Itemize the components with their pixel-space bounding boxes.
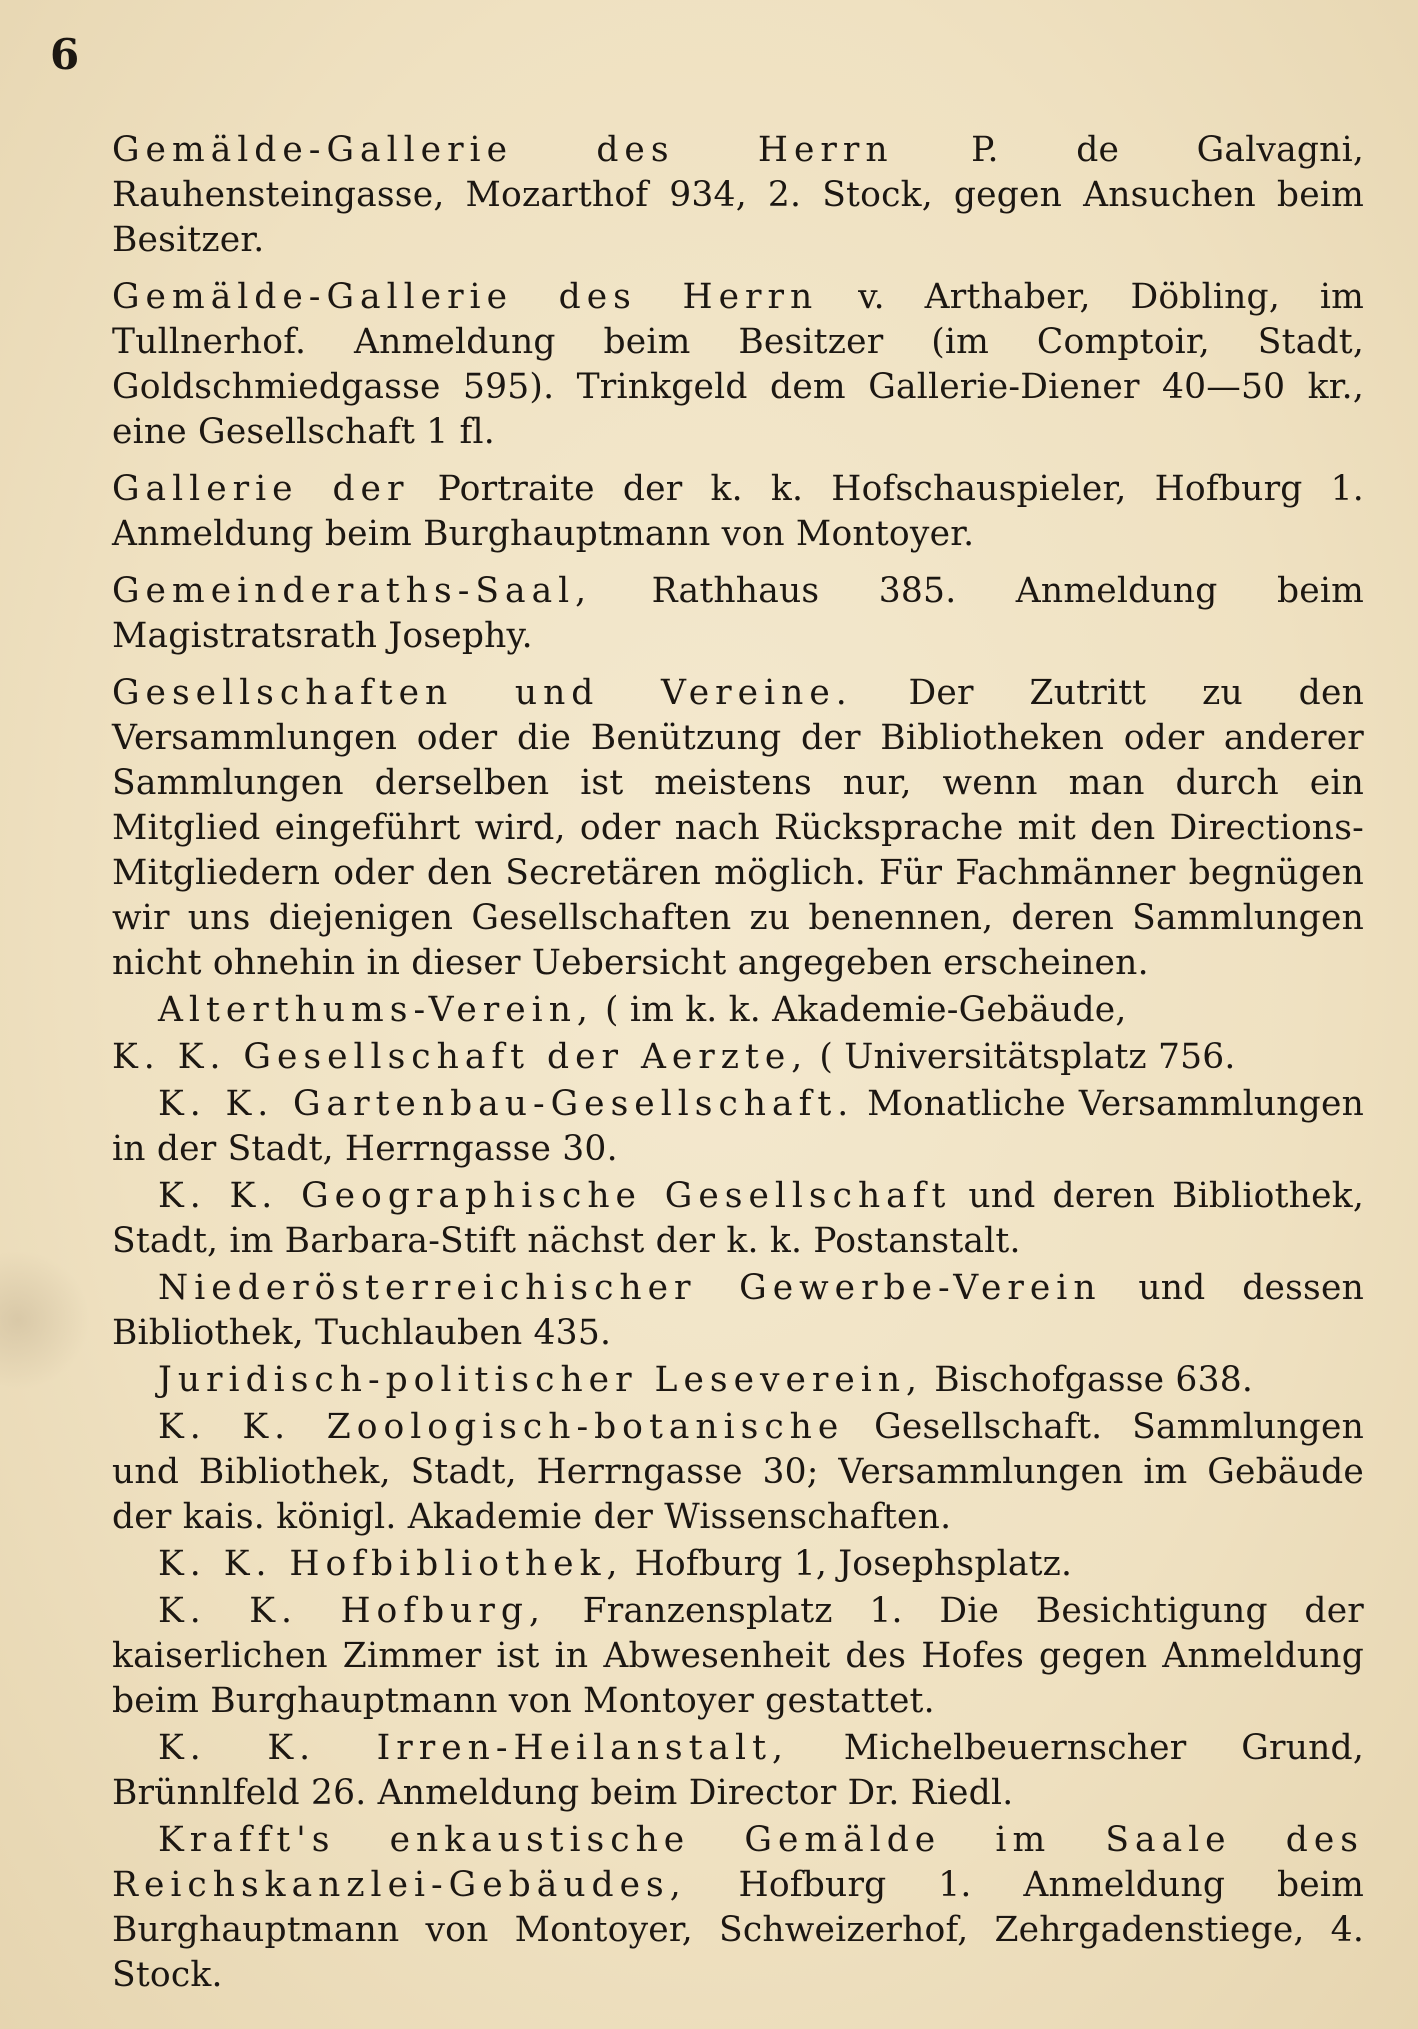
entry-heading: Gemälde-Gallerie des Herrn (112, 277, 819, 317)
entry-heading: Gesellschaften und Vereine. (112, 673, 853, 713)
entry-heading: K. K. Hofbibliothek, (158, 1544, 624, 1584)
entry-zoological-botanical-society (112, 1405, 1364, 1540)
entry-text: Bischofgasse 638. (923, 1360, 1254, 1400)
entry-heading: Gemeinderaths-Saal, (112, 571, 593, 611)
entry-antiquity-society (112, 988, 1364, 1033)
entry-heading: K. K. Irren-Heilanstalt, (158, 1728, 789, 1768)
entry-text: ( im k. k. Akademie-Gebäude, (593, 990, 1127, 1030)
entry-heading: Niederösterreichischer Gewerbe-Verein (158, 1268, 1102, 1308)
entry-reading-club (112, 1358, 1364, 1403)
entry-text: und deren Bibliothek, Stadt, im Barbara-Stift nächst der k. k. Postanstalt. (112, 1176, 1364, 1261)
entry-text: Gesellschaft. Sammlungen und Bibliothek, Stadt, Herrngasse 30; Versammlungen im Gebäude der kais. königl. Akademie der Wissenschaften. (112, 1407, 1364, 1537)
entry-portrait-gallery (112, 467, 1364, 557)
entry-text: Franzensplatz 1. Die Besichtigung der kaiserlichen Zimmer ist in Abwesenheit des Hofes gegen Anmeldung beim Burghauptmann von Montoyer gestattet. (112, 1591, 1365, 1721)
entry-horticulture-society (112, 1082, 1364, 1172)
entry-heading: K. K. Zoologisch-botanische (158, 1407, 845, 1447)
entry-text: und dessen Bibliothek, Tuchlauben 435. (112, 1268, 1364, 1353)
entry-heading: Gallerie der (112, 469, 410, 509)
entry-heading: K. K. Geographische Gesellschaft (158, 1176, 952, 1216)
entry-text: Hofburg 1. Anmeldung beim Burghauptmann von Montoyer, Schweizerhof, Zehrgadenstiege, 4. Stock. (112, 1865, 1364, 1995)
entry-geographic-society (112, 1174, 1364, 1264)
entry-krafft-paintings (112, 1818, 1364, 1998)
entry-council-hall (112, 569, 1364, 659)
entry-galvagni-gallery (112, 128, 1364, 263)
entry-text: Portraite der k. k. Hofschauspieler, Hofburg 1. Anmeldung beim Burghauptmann von Montoyer. (112, 469, 1364, 554)
entry-text: Der Zutritt zu den Versammlungen oder die Benützung der Bibliotheken oder anderer Sammlungen derselben ist meistens nur, wenn man durch ein Mitglied eingeführt wird, oder nach Rücksprache mit den Directions-Mitgliedern oder den Secretären möglich. Für Fachmänner begnügen wir uns diejenigen Gesellschaften zu benennen, deren Sammlungen nicht ohnehin in dieser Uebersicht angegeben erscheinen. (112, 673, 1365, 983)
entry-text: v. Arthaber, Döbling, im Tullnerhof. Anmeldung beim Besitzer (im Comptoir, Stadt, Goldschmiedgasse 595). Trinkgeld dem Gallerie-Diener 40—50 kr., eine Gesellschaft 1 fl. (112, 277, 1364, 452)
entry-text: Hofburg 1, Josephsplatz. (623, 1544, 1073, 1584)
entry-hofburg (112, 1589, 1364, 1724)
page-content (112, 128, 1364, 2000)
entry-text: Rathhaus 385. Anmeldung beim Magistratsrath Josephy. (112, 571, 1364, 656)
page-number: 6 (50, 30, 80, 79)
entry-text: ( Universitätsplatz 756. (808, 1037, 1236, 1077)
entry-physicians-society (112, 1035, 1364, 1080)
entry-heading: Gemälde-Gallerie des Herrn (112, 130, 894, 170)
entry-heading: Alterthums-Verein, (158, 990, 594, 1030)
entry-court-library (112, 1542, 1364, 1587)
entry-heading: Juridisch-politischer Leseverein, (158, 1360, 924, 1400)
entry-text: Michelbeuernscher Grund, Brünnlfeld 26. Anmeldung beim Director Dr. Riedl. (112, 1728, 1364, 1813)
entry-text: Monatliche Versammlungen in der Stadt, Herrngasse 30. (112, 1084, 1364, 1169)
entry-asylum (112, 1726, 1364, 1816)
entry-heading: K. K. Gesellschaft der Aerzte, (112, 1037, 809, 1077)
entry-text: P. de Galvagni, Rauhensteingasse, Mozarthof 934, 2. Stock, gegen Ansuchen beim Besitzer. (112, 130, 1364, 260)
entry-heading: K. K. Hofburg, (158, 1591, 546, 1631)
entry-heading: K. K. Gartenbau-Gesellschaft. (158, 1084, 855, 1124)
entry-arthaber-gallery (112, 275, 1364, 455)
entry-heading: Krafft's enkaustische Gemälde im Saale des Reichskanzlei-Gebäudes, (112, 1820, 1364, 1905)
entry-trade-association (112, 1266, 1364, 1356)
entry-societies (112, 671, 1364, 986)
paper-stain (0, 1250, 90, 1390)
